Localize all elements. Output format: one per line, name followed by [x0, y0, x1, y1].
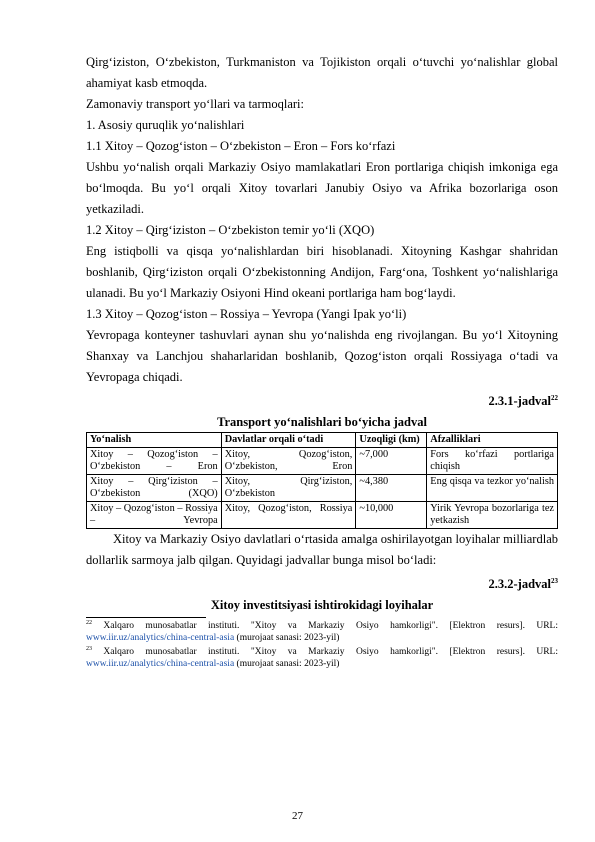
- paragraph-route-1-3: Yevropaga konteyner tashuvlari aynan shu yo‘nalishda eng rivojlangan. Bu yo‘l Xitoyning Shanxay va Lanchjou shaharlaridan boshlanib, Qozog‘iston orqali Rossiyaga o‘tadi va Yevropaga chiqadi.: [86, 328, 558, 384]
- paragraph-intro: Qirg‘iziston, O‘zbekiston, Turkmaniston va Tojikiston orqali o‘tuvchi yo‘nalishlar global ahamiyat kasb etmoqda.: [86, 55, 558, 90]
- table1-label: 2.3.1-jadval$^{22}$: [488, 394, 558, 409]
- table-row: [87, 475, 558, 502]
- table-cell: Eng qisqa va tezkor yo‘nalish: [427, 475, 558, 502]
- table-cell: Fors ko‘rfazi portlariga chiqish: [427, 448, 558, 475]
- table-cell: ~4,380: [356, 475, 427, 502]
- table2-title: Xitoy investitsiyasi ishtirokidagi loyihalar: [210, 598, 434, 613]
- table-cell: Xitoy – Qozog‘iston – Rossiya – Yevropa: [87, 502, 222, 529]
- footnote-ref-23[interactable]: 23: [551, 577, 558, 586]
- table-row: [87, 502, 558, 529]
- table-cell: Xitoy, Qirg‘iziston, O‘zbekiston: [221, 475, 356, 502]
- table-cell: ~10,000: [356, 502, 427, 529]
- table-cell: Xitoy – Qirg‘iziston – O‘zbekiston (XQO): [87, 475, 222, 502]
- footnote-link[interactable]: www.iir.uz/analytics/china-central-asia: [86, 632, 235, 643]
- paragraph-investments: Xitoy va Markaziy Osiyo davlatlari o‘rtasida amalga oshirilayotgan loyihalar milliardlab dollarlik sarmoya jalb qilgan. Quyidagi jadvallar bunga misol bo‘ladi:: [86, 532, 558, 568]
- page-number: 27: [292, 810, 303, 822]
- table-row: [87, 448, 558, 475]
- heading-route-1-3: 1.3 Xitoy – Qozog‘iston – Rossiya – Yevropa (Yangi Ipak yo‘li): [86, 307, 407, 321]
- table-cell: Yirik Yevropa bozorlariga tez yetkazish: [427, 502, 558, 529]
- table2-label: 2.3.2-jadval$^{23}$: [488, 577, 558, 592]
- document-page: [86, 52, 558, 671]
- table-header-cell: Yo‘nalish: [87, 433, 222, 448]
- table-cell: Xitoy, Qozog‘iston, O‘zbekiston, Eron: [221, 448, 356, 475]
- table-header-cell: Davlatlar orqali o‘tadi: [221, 433, 356, 448]
- footnote-23: $^{23}$ Xalqaro munosabatlar instituti. "Xitoy va Markaziy Osiyo hamkorligi". [Elektron resurs]. URL: www.iir.uz/analytics/china-central-asia (murojaat sanasi: 2023-yil): [86, 646, 558, 670]
- table-cell: ~7,000: [356, 448, 427, 475]
- table-cell: Xitoy, Qozog‘iston, Rossiya: [221, 502, 356, 529]
- table-header-row: [87, 433, 558, 448]
- footnote-22: $^{22}$ Xalqaro munosabatlar instituti. "Xitoy va Markaziy Osiyo hamkorligi". [Elektron resurs]. URL: www.iir.uz/analytics/china-central-asia (murojaat sanasi: 2023-yil): [86, 620, 558, 643]
- heading-route-1-2: 1.2 Xitoy – Qirg‘iziston – O‘zbekiston temir yo‘li (XQO): [86, 223, 375, 237]
- paragraph-route-1-1: Ushbu yo‘nalish orqali Markaziy Osiyo mamlakatlari Eron portlariga chiqish imkoniga ega bo‘lmoqda. Bu yo‘l orqali Xitoy tovarlari Janubiy Osiyo va Afrika bozorlariga oson yetkaziladi.: [86, 160, 558, 216]
- table-header-cell: Uzoqligi (km): [356, 433, 427, 448]
- table-cell: Xitoy – Qozog‘iston – O‘zbekiston – Eron: [87, 448, 222, 475]
- footnote-link[interactable]: www.iir.uz/analytics/china-central-asia: [86, 659, 235, 670]
- paragraph-route-1-2: Eng istiqbolli va qisqa yo‘nalishlardan biri hisoblanadi. Xitoyning Kashgar shahridan boshlanib, Qirg‘iziston orqali O‘zbekistonning Andijon, Farg‘ona, Toshkent yo‘nalishlariga ulanadi. Bu yo‘l Markaziy Osiyoni Hind okeani portlariga ham bog‘laydi.: [86, 244, 558, 300]
- table1-title: Transport yo‘nalishlari bo‘yicha jadval: [217, 415, 427, 430]
- heading-route-1-1: 1.1 Xitoy – Qozog‘iston – O‘zbekiston – Eron – Fors ko‘rfazi: [86, 139, 396, 153]
- heading-land-routes: 1. Asosiy quruqlik yo‘nalishlari: [86, 118, 245, 132]
- paragraph-modern-routes: Zamonaviy transport yo‘llari va tarmoqlari:: [86, 97, 304, 111]
- footnote-ref-22[interactable]: 22: [551, 394, 558, 402]
- transport-routes-table: [86, 432, 558, 529]
- table-header-cell: Afzalliklari: [427, 433, 558, 448]
